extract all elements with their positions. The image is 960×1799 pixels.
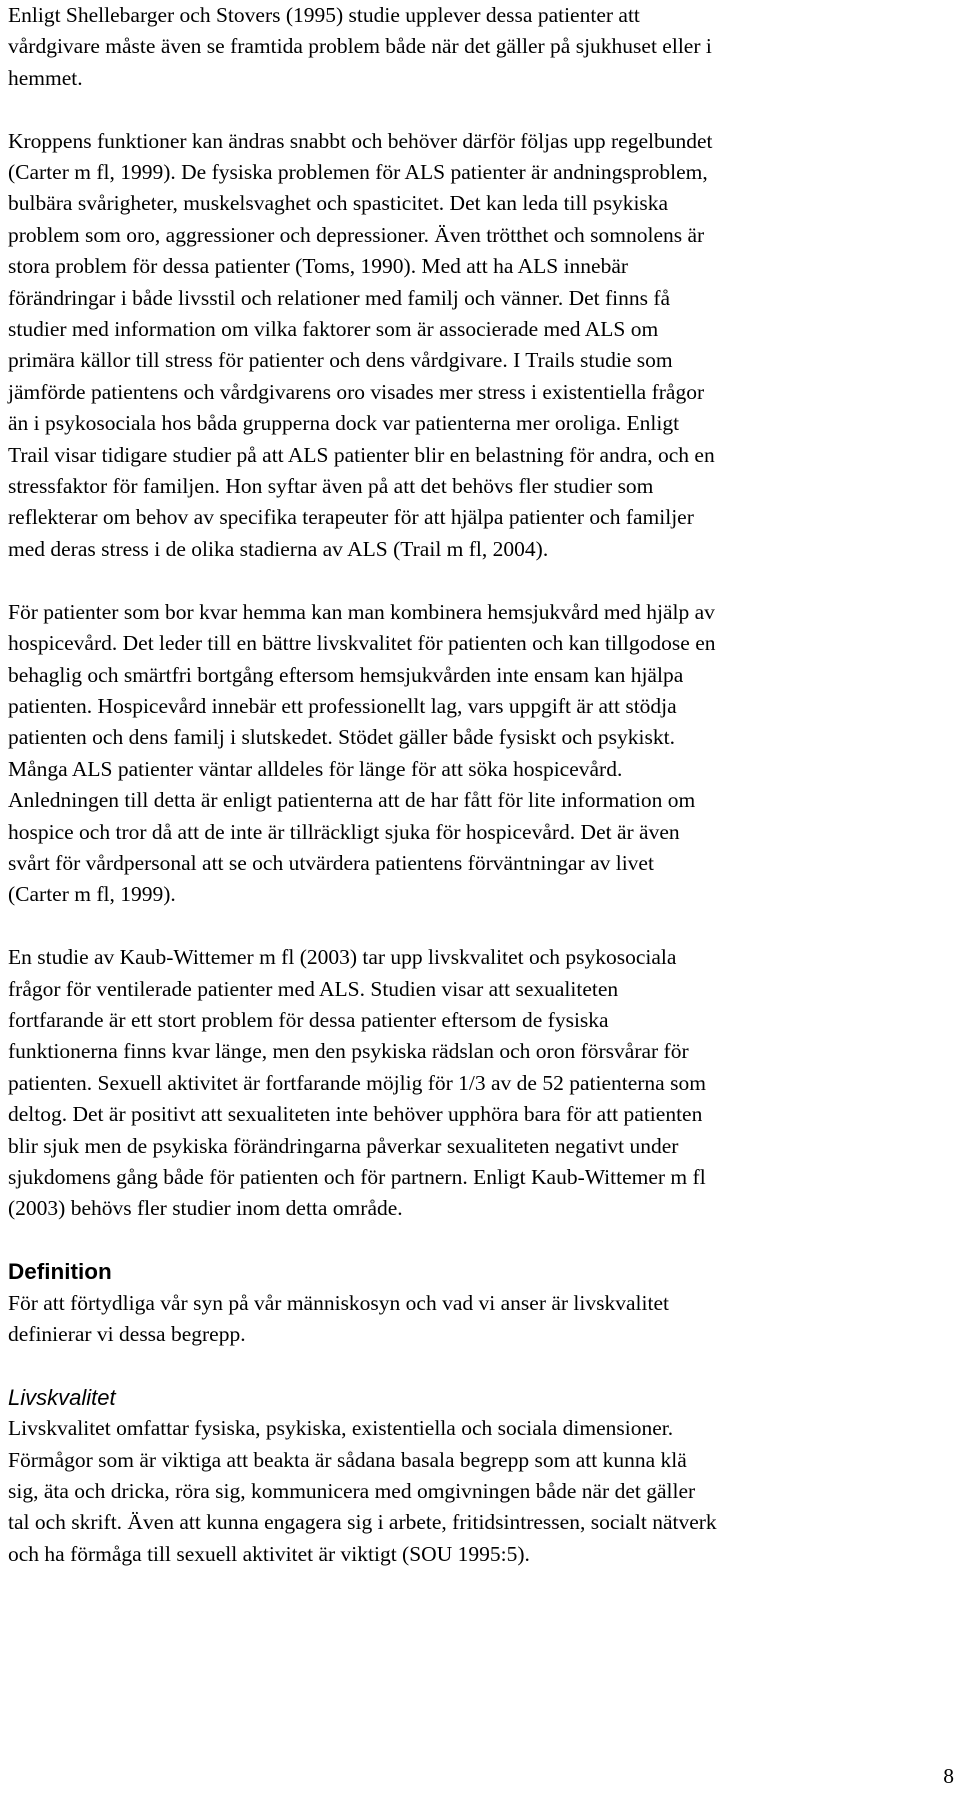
paragraph-spacer (8, 1350, 942, 1381)
subheading-livskvalitet: Livskvalitet (8, 1384, 116, 1410)
paragraph-spacer (8, 911, 942, 942)
paragraph-definition: För att förtydliga vår syn på vår människosyn och vad vi anser är livskvalitet definierar vi dessa begrepp. (8, 1290, 669, 1346)
paragraph-livskvalitet: Livskvalitet omfattar fysiska, psykiska, existentiella och sociala dimensioner. Förmågor som är viktiga att beakta är sådana basala begrepp som att kunna klä sig, äta och dricka, röra sig, kommunicera med omgivningen både när det gäller tal och skrift. Även att kunna engagera sig i arbete, fritidsintressen, socialt nätverk och ha förmåga till sexuell aktivitet är viktigt (SOU 1995:5). (8, 1416, 717, 1566)
paragraph-body-functions: Kroppens funktioner kan ändras snabbt och behöver därför följas upp regelbundet (Carter m fl, 1999). De fysiska problemen för ALS patienter är andningsproblem, bulbära svårigheter, muskelsvaghet och spasticitet. Det kan leda till psykiska problem som oro, aggressioner och depressioner. Även trötthet och somnolens är stora problem för dessa patienter (Toms, 1990). Med att ha ALS innebär förändringar i både livsstil och relationer med familj och vänner. Det finns få studier med information om vilka faktorer som är associerade med ALS om primära källor till stress för patienter och dens vårdgivare. I Trails studie som jämförde patientens och vårdgivarens oro visades mer stress i existentiella frågor än i psykosociala hos båda grupperna dock var patienterna mer oroliga. Enligt Trail visar tidigare studier på att ALS patienter blir en belastning för andra, och en stressfaktor för familjen. Hon syftar även på att det behövs fler studier som reflekterar om behov av specifika terapeuter för att hjälpa patienter och familjer med deras stress i de olika stadierna av ALS (Trail m fl, 2004). (8, 128, 715, 561)
document-page (8, 0, 942, 1570)
paragraph-spacer (8, 565, 942, 596)
paragraph-spacer (8, 94, 942, 125)
paragraph-intro: Enligt Shellebarger och Stovers (1995) studie upplever dessa patienter att vårdgivare måste även se framtida problem både när det gäller på sjukhuset eller i hemmet. (8, 3, 712, 90)
paragraph-hospice: För patienter som bor kvar hemma kan man kombinera hemsjukvård med hjälp av hospicevård. Det leder till en bättre livskvalitet för patienten och kan tillgodose en behaglig och smärtfri bortgång eftersom hemsjukvården inte ensam kan hjälpa patienten. Hospicevård innebär ett professionellt lag, vars uppgift är att stödja patienten och dens familj i slutskedet. Stödet gäller både fysiskt och psykiskt. Många ALS patienter väntar alldeles för länge för att söka hospicevård. Anledningen till detta är enligt patienterna att de har fått för lite information om hospice och tror då att de inte är tillräckligt sjuka för hospicevård. Det är även svårt för vårdpersonal att se och utvärdera patientens förväntningar av livet (Carter m fl, 1999). (8, 599, 716, 907)
page-number: 8 (943, 1764, 954, 1788)
section-heading-definition: Definition (8, 1259, 112, 1285)
paragraph-spacer (8, 1225, 942, 1256)
paragraph-kaub-wittemer: En studie av Kaub-Wittemer m fl (2003) tar upp livskvalitet och psykosociala frågor för ventilerade patienter med ALS. Studien visar att sexualiteten fortfarande är ett stort problem för dessa patienter eftersom de fysiska funktionerna finns kvar länge, men den psykiska rädslan och oron försvårar för patienten. Sexuell aktivitet är fortfarande möjlig för 1/3 av de 52 patienterna som deltog. Det är positivt att sexualiteten inte behöver upphöra bara för att patienten blir sjuk men de psykiska förändringarna påverkar sexualiteten negativt under sjukdomens gång både för patienten och för partnern. Enligt Kaub-Wittemer m fl (2003) behövs fler studier inom detta område. (8, 945, 706, 1221)
